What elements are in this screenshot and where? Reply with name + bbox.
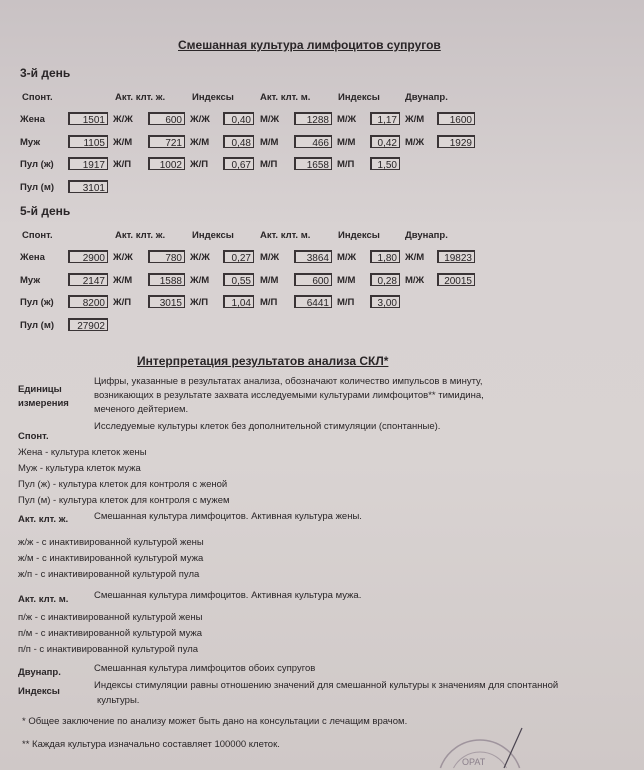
culture-code: М/Ж <box>405 274 425 286</box>
akt-m-label: Акт. клт. м. <box>18 594 69 605</box>
footnote-1: * Общее заключение по анализу может быть дано на консультации с лечащим врачом. <box>22 716 408 727</box>
value-box: 3015 <box>148 295 185 308</box>
culture-code: Ж/Ж <box>113 252 133 263</box>
indexes-text-2: культуры. <box>97 695 140 706</box>
row-label: Пул (ж) <box>20 297 54 308</box>
value-box: 0,40 <box>223 112 254 125</box>
spont-value-box: 2900 <box>68 250 108 263</box>
value-box: 1658 <box>294 157 332 170</box>
units-label-2: измерения <box>18 398 69 409</box>
culture-code: М/Ж <box>337 114 357 125</box>
column-header: Акт. клт. м. <box>260 92 311 103</box>
spont-value-box: 1105 <box>68 135 108 148</box>
column-header: Индексы <box>192 230 234 241</box>
column-header: Акт. клт. ж. <box>115 230 166 241</box>
row-label: Муж <box>20 274 41 286</box>
culture-code: Ж/Ж <box>190 114 210 125</box>
value-box: 1,17 <box>370 112 400 125</box>
spont-value-box: 27902 <box>68 318 108 331</box>
spont-value-box: 1917 <box>68 157 108 170</box>
footnote-2: ** Каждая культура изначально составляет 100000 клеток. <box>22 739 280 750</box>
column-header: Спонт. <box>22 92 53 103</box>
culture-code: М/Ж <box>260 114 280 125</box>
value-box: 3,00 <box>370 295 400 308</box>
culture-code: Ж/М <box>113 136 133 148</box>
akt-m-item: п/м - с инактивированной культурой мужа <box>18 628 203 639</box>
culture-code: Ж/М <box>190 136 210 148</box>
column-header: Двунапр. <box>405 230 448 241</box>
culture-code: М/П <box>260 297 278 308</box>
spont-item: Пул (м) - культура клеток для контроля с мужем <box>18 495 230 506</box>
value-box: 1,50 <box>370 157 400 170</box>
value-box: 466 <box>294 135 332 148</box>
svg-text:ОРАТ: ОРАТ <box>462 757 486 767</box>
spont-value-box: 1501 <box>68 112 108 125</box>
value-box: 20015 <box>437 273 475 286</box>
culture-code: М/М <box>260 274 279 286</box>
column-header: Индексы <box>338 92 380 103</box>
spont-item: Пул (ж) - культура клеток для контроля с женой <box>18 479 228 490</box>
value-box: 600 <box>294 273 332 286</box>
units-text-1: Цифры, указанные в результатах анализа, обозначают количество импульсов в минуту, <box>94 376 483 387</box>
value-box: 780 <box>148 250 185 263</box>
column-header: Индексы <box>338 230 380 241</box>
column-header: Спонт. <box>22 230 53 241</box>
column-header: Индексы <box>192 92 234 103</box>
akt-w-text: Смешанная культура лимфоцитов. Активная культура жены. <box>94 511 362 522</box>
interpretation-title: Интерпретация результатов анализа СКЛ* <box>137 354 389 368</box>
value-box: 1288 <box>294 112 332 125</box>
units-text-3: меченого дейтерием. <box>94 404 189 415</box>
spont-label: Спонт. <box>18 431 49 442</box>
column-header: Акт. клт. ж. <box>115 92 166 103</box>
row-label: Пул (м) <box>20 319 55 331</box>
culture-code: Ж/П <box>113 159 132 170</box>
value-box: 19823 <box>437 250 475 263</box>
culture-code: Ж/П <box>113 297 132 308</box>
spont-value-box: 3101 <box>68 180 108 193</box>
spont-item: Муж - культура клеток мужа <box>18 463 141 474</box>
signature-stroke <box>504 728 522 768</box>
stamp-image <box>420 720 530 770</box>
akt-w-item: ж/п - с инактивированной культурой пула <box>18 569 200 580</box>
culture-code: Ж/П <box>190 297 209 308</box>
value-box: 1002 <box>148 157 185 170</box>
value-box: 1600 <box>437 112 475 125</box>
value-box: 0,27 <box>223 250 254 263</box>
culture-code: М/Ж <box>260 252 280 263</box>
culture-code: М/П <box>337 297 355 308</box>
document-title: Смешанная культура лимфоцитов супругов <box>178 38 441 52</box>
day-title: 5-й день <box>20 204 71 218</box>
culture-code: Ж/Ж <box>113 114 133 125</box>
indexes-label: Индексы <box>18 686 60 697</box>
row-label: Пул (м) <box>20 181 55 193</box>
value-box: 721 <box>148 135 185 148</box>
value-box: 1,80 <box>370 250 400 263</box>
value-box: 0,55 <box>223 273 254 286</box>
akt-w-item: ж/ж - с инактивированной культурой жены <box>18 537 204 548</box>
value-box: 0,48 <box>223 135 254 148</box>
value-box: 0,28 <box>370 273 400 286</box>
row-label: Жена <box>20 114 45 125</box>
spont-value-box: 2147 <box>68 273 108 286</box>
spont-item: Жена - культура клеток жены <box>18 447 147 458</box>
dvunapr-text: Смешанная культура лимфоцитов обоих супругов <box>94 663 316 674</box>
column-header: Двунапр. <box>405 92 448 103</box>
spont-text: Исследуемые культуры клеток без дополнительной стимуляции (спонтанные). <box>94 421 441 432</box>
akt-w-label: Акт. клт. ж. <box>18 514 69 525</box>
value-box: 0,67 <box>223 157 254 170</box>
culture-code: М/Ж <box>405 136 425 148</box>
akt-m-item: п/ж - с инактивированной культурой жены <box>18 612 203 623</box>
culture-code: М/М <box>260 136 279 148</box>
value-box: 1588 <box>148 273 185 286</box>
culture-code: М/М <box>337 274 356 286</box>
culture-code: Ж/М <box>190 274 210 286</box>
value-box: 600 <box>148 112 185 125</box>
culture-code: М/П <box>260 159 278 170</box>
culture-code: М/М <box>337 136 356 148</box>
culture-code: Ж/Ж <box>190 252 210 263</box>
dvunapr-label: Двунапр. <box>18 667 61 678</box>
column-header: Акт. клт. м. <box>260 230 311 241</box>
row-label: Жена <box>20 252 45 263</box>
culture-code: Ж/М <box>405 114 425 125</box>
akt-m-item: п/п - с инактивированной культурой пула <box>18 644 199 655</box>
spont-value-box: 8200 <box>68 295 108 308</box>
culture-code: Ж/М <box>405 252 425 263</box>
day-title: 3-й день <box>20 66 71 80</box>
akt-w-item: ж/м - с инактивированной культурой мужа <box>18 553 204 564</box>
culture-code: М/Ж <box>337 252 357 263</box>
culture-code: Ж/П <box>190 159 209 170</box>
row-label: Пул (ж) <box>20 159 54 170</box>
value-box: 1929 <box>437 135 475 148</box>
culture-code: Ж/М <box>113 274 133 286</box>
row-label: Муж <box>20 136 41 148</box>
units-label: Единицы <box>18 384 62 395</box>
value-box: 6441 <box>294 295 332 308</box>
culture-code: М/П <box>337 159 355 170</box>
value-box: 1,04 <box>223 295 254 308</box>
units-text-2: возникающих в результате захвата исследуемыми культурами лимфоцитов** тимидина, <box>94 390 484 401</box>
indexes-text-1: Индексы стимуляции равны отношению значений для смешанной культуры к значениям для спонтанной <box>94 680 559 691</box>
akt-m-text: Смешанная культура лимфоцитов. Активная культура мужа. <box>94 590 362 601</box>
value-box: 3864 <box>294 250 332 263</box>
value-box: 0,42 <box>370 135 400 148</box>
